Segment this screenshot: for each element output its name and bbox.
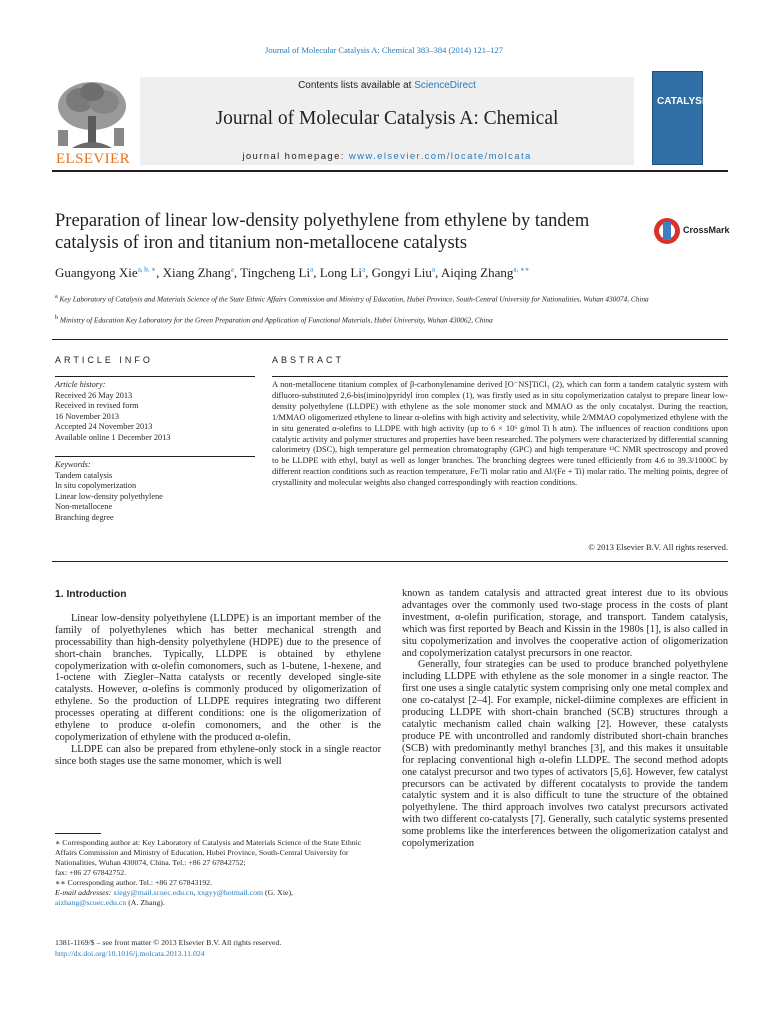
affiliation-a-text: Key Laboratory of Catalysis and Materials Science of the State Ethnic Affairs Commission and Ministry of Education, Hubei Province, South-Central University for Nationalities, Wuhan 430074, China <box>57 294 649 304</box>
body-paragraph: Generally, four strategies can be used to produce branched polyethylene including LLDPE with ethylene as the sole monomer in a single reactor. The first one uses a single catalytic system comprising only one metal complex and one co-catalyst [2–4]. For example, nickel-diimine complexes are efficient in producing LLDPE with short-chain branched (SCB) structures through a catalytic mechanism called chain walking [2]. However, these catalysts produce PE with uncontrolled and randomly distributed short-chain branches (SCB) with predominantly methyl branches [3], and this makes it unsuitable for replacing conventional high α-olefin LLDPE. The second method adopts one catalyst precursor and two types of activators [5,6]. However, few catalyst precursors can be activated by different cocatalysts to provide the tandem catalytic system and it is also difficult to tune the structure of the obtained polyethylene. The third approach involves two catalyst precursors activated with two different co-catalysts [7]. Generally, such catalytic systems presented some problems like the interferences between the oligomerization catalyst and copolymerization <box>402 659 728 850</box>
affiliation-a <box>55 292 735 304</box>
email-link[interactable]: xxgyy@hotmail.com <box>197 888 264 897</box>
author-separator: , <box>365 265 372 280</box>
email-label: E-mail addresses: <box>55 888 114 897</box>
author-affiliation-marker[interactable]: a <box>361 265 366 274</box>
author-name: Gongyi Liu <box>371 265 432 280</box>
journal-homepage-link[interactable]: www.elsevier.com/locate/molcata <box>348 151 532 162</box>
front-matter <box>55 937 381 959</box>
author-name: Tingcheng Li <box>240 265 311 280</box>
homepage-prefix: journal homepage: <box>242 151 349 162</box>
author-affiliation-marker[interactable]: a, ∗∗ <box>513 265 530 274</box>
publisher-wordmark: ELSEVIER <box>55 151 131 167</box>
history-item: Available online 1 December 2013 <box>55 432 171 442</box>
body-column-right <box>402 588 728 850</box>
keyword-item: Branching degree <box>55 512 114 522</box>
footnote-emails <box>55 888 381 898</box>
keywords-rule <box>55 456 255 457</box>
issn-line: 1381-1169/$ – see front matter © 2013 Elsevier B.V. All rights reserved. <box>55 938 282 947</box>
body-paragraph: Linear low-density polyethylene (LLDPE) is an important member of the family of polyethylenes which has better mechanical strength and processability than high-density polyethylene (HDPE) due to the presence of short-chain branches. Typically, LLDPE is obtained by ethylene copolymerization with α-olefin comonomers, such as 1-butene, 1-hexene, and 1-octene with Ziegler–Natta catalysts or recently developed single-site catalysts. However, α-olefins is commonly produced by oligomerization of ethylene. So the production of LLDPE requires integrating two different processes operating at different conditions: one is the oligomerization of ethylene to produce α-olefin comonomers, and the other is the copolymerization of ethylene with the produced α-olefin. <box>55 612 381 743</box>
masthead-rule <box>52 170 728 172</box>
body-column-left <box>55 589 381 768</box>
affiliation-b-text: Ministry of Education Key Laboratory for the Green Preparation and Application of Functional Materials, Hubei University, Wuhan 430062, China <box>58 315 493 325</box>
copyright-notice: © 2013 Elsevier B.V. All rights reserved. <box>588 542 728 552</box>
author-name: Long Li <box>319 265 362 280</box>
author-list <box>55 265 735 281</box>
sciencedirect-link[interactable]: ScienceDirect <box>414 80 476 91</box>
body-paragraph: known as tandem catalysis and attracted great interest due to its obvious advantages over the commonly used two-stage process in the costs of plant investment, α-olefin purification, storage, and transport. Tandem catalysis, which was first reported by Beach and Kissin in the 1980s [1], is also called in situ copolymerization and involves the cooperative action of oligomerization and copolymerization catalyst precursors in one reactor. <box>402 588 728 659</box>
author-separator: , <box>313 265 320 280</box>
info-rule <box>55 376 255 377</box>
footnote-corresponding-2: ∗∗ Corresponding author. Tel.: +86 27 67843192. <box>55 878 213 887</box>
email-note: (G. Xie), <box>263 888 293 897</box>
footnote-rule <box>55 833 101 834</box>
doi-link[interactable]: http://dx.doi.org/10.1016/j.molcata.2013.11.024 <box>55 949 205 958</box>
article-info-heading: ARTICLE INFO <box>55 355 153 365</box>
crossmark-label[interactable]: CrossMark <box>683 225 730 235</box>
footnote-corresponding-1: ∗ Corresponding author at: Key Laboratory of Catalysis and Materials Science of the State Ethnic Affairs Commission and Ministry of Education, Hubei Province, South-Central University for Nationalities, Wuhan 430074, China. Tel.: +86 27 67842752; <box>55 838 362 867</box>
article-history <box>55 380 255 443</box>
contents-available-line <box>140 80 634 91</box>
author-separator: , <box>233 265 241 280</box>
journal-cover-thumbnail <box>652 71 712 165</box>
keywords-label: Keywords: <box>55 460 91 469</box>
email-separator: , <box>193 888 198 897</box>
author-separator: , <box>435 265 441 280</box>
affiliation-b <box>55 313 735 325</box>
abstract-heading: ABSTRACT <box>272 355 345 365</box>
keyword-item: Tandem catalysis <box>55 470 113 480</box>
email-note: (A. Zhang). <box>126 898 165 907</box>
author-affiliation-marker[interactable]: a, b, ∗ <box>137 265 157 274</box>
history-item: Received in revised form <box>55 401 139 410</box>
section-heading-introduction: 1. Introduction <box>55 589 127 600</box>
footnotes <box>55 838 381 908</box>
author-name: Guangyong Xie <box>55 265 138 280</box>
keyword-item: In situ copolymerization <box>55 481 137 490</box>
email-link[interactable]: aizhang@scuec.edu.cn <box>55 898 127 907</box>
footnote-fax: fax: +86 27 67842752. <box>55 868 127 877</box>
keyword-item: Linear low-density polyethylene <box>55 491 163 501</box>
affiliation-a-marker: a <box>55 294 58 300</box>
author-affiliation-marker[interactable]: a <box>310 265 314 274</box>
journal-title: Journal of Molecular Catalysis A: Chemical <box>215 108 559 129</box>
affiliation-b-marker: b <box>55 315 59 321</box>
author-name: Aiqing Zhang <box>440 265 514 280</box>
abstract-bottom-rule <box>52 561 728 562</box>
abstract-body <box>272 380 728 489</box>
journal-citation-link[interactable]: Journal of Molecular Catalysis A: Chemical 383–384 (2014) 121–127 <box>265 45 503 55</box>
abstract-rule <box>272 376 728 377</box>
cover-title: CATALYSIS <box>657 96 712 107</box>
author-affiliation-marker[interactable]: a <box>431 265 436 274</box>
email-link[interactable]: xiegy@mail.scuec.edu.cn <box>113 888 194 897</box>
author-affiliation-marker[interactable]: a <box>230 265 234 274</box>
journal-homepage-line <box>140 151 634 162</box>
article-title: Preparation of linear low-density polyethylene from ethylene by tandem catalysis of iron and titanium non-metallocene catalysts <box>55 211 590 253</box>
author-separator: , <box>156 265 163 280</box>
contents-prefix: Contents lists available at <box>298 80 415 91</box>
abstract-text: A non-metallocene titanium complex of β-carbonylenamine derived [O⁻NS]TiCl₃ (2), which can form a tandem catalytic system with difluoro-substituted 2,6-bis(imino)pyridyl iron complex (1), was firstly used as in situ copolymerization catalyst to prepare linear low-density polyethylene (LLDPE) with ethylene as the sole monomer stock and MMAO as the only cocatalyst. During the reaction, 1/MMAO oligomerized ethylene to linear α-olefins with high activity and selectivity, while 2/MMAO copolymerized ethylene with the in situ generated α-olefins to LLDPE with high activity (up to 6 × 10⁶ g/mol Ti h atm). The influences of reaction conditions upon catalytic activity and polymer structures and properties have been researched. The polymers were characterized by differential scanning calorimetry (DSC), high temperature gel permeation chromatography (GPC) and high temperature ¹³C NMR spectroscopy and proved to be LLDPE with ethyl, butyl as well as longer branches. The branching degrees were tuned efficiently from 4.6 to 39.3/1000C by different reaction conditions such as reaction temperature, Fe/Ti molar ratio and Al/(Fe + Ti) molar ratio. The melting points, degree of crystallinity and molecular weights also changed correspondingly with reaction conditions. <box>272 380 728 488</box>
title-rule <box>52 339 728 340</box>
body-paragraph: LLDPE can also be prepared from ethylene-only stock in a single reactor since both stages use the same monomer, which is well <box>55 743 381 767</box>
author-name: Xiang Zhang <box>162 265 231 280</box>
footnote-emails-cont <box>55 898 381 908</box>
history-item: Accepted 24 November 2013 <box>55 422 153 431</box>
keyword-item: Non-metallocene <box>55 502 113 511</box>
history-item: Received 26 May 2013 <box>55 390 133 400</box>
history-label: Article history: <box>55 380 106 389</box>
history-item: 16 November 2013 <box>55 411 120 421</box>
keywords <box>55 460 255 523</box>
